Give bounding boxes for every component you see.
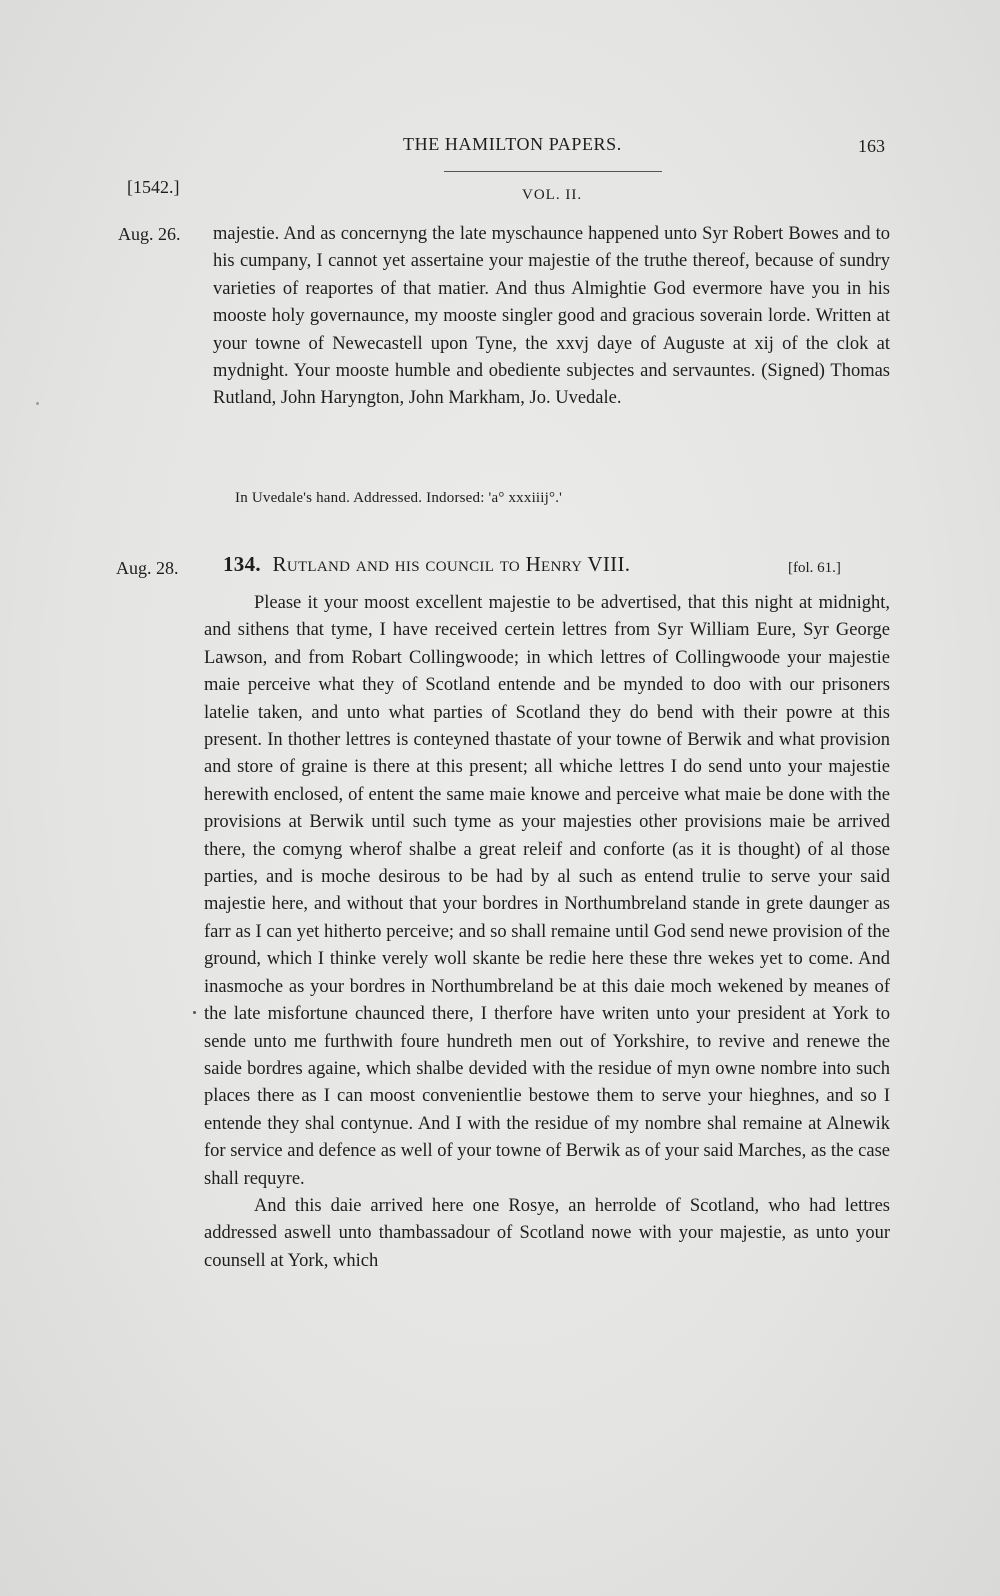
running-title: THE HAMILTON PAPERS. <box>403 134 622 154</box>
body-paragraph: And this daie arrived here one Rosye, an herrolde of Scotland, who had lettres addressed aswell unto thambassadour of Scotland nowe with your majestie, as unto your counsell at York, which <box>204 1195 890 1271</box>
folio-reference: [fol. 61.] <box>788 560 841 576</box>
document-title: Rutland and his council to Henry VIII. <box>272 552 631 576</box>
body-paragraph: majestie. And as concernyng the late myschaunce happened unto Syr Robert Bowes and to his cumpany, I cannot yet assertaine your majestie of the truthe thereof, because of sundry varieties of reaportes of that matier. And thus Almightie God evermore have you in his mooste holy governaunce, my mooste singler good and gracious soverain lorde. Written at your towne of Newecastell upon Tyne, the xxvj daye of Auguste at xij of the clok at mydnight. Your mooste humble and obediente subjectes and servauntes. (Signed) Thomas Rutland, John Haryngton, John Markham, Jo. Uvedale. <box>213 224 890 409</box>
page-number: 163 <box>858 136 885 156</box>
entry-date: Aug. 26. <box>118 224 181 244</box>
scan-speck <box>193 1011 196 1014</box>
letter-body <box>204 590 890 1275</box>
volume-label: VOL. II. <box>522 187 583 203</box>
year-tag: [1542.] <box>127 177 180 197</box>
document-heading <box>223 552 630 577</box>
endorsement-note <box>235 490 562 507</box>
document-number: 134. <box>223 552 261 576</box>
entry-date: Aug. 28. <box>116 558 179 578</box>
entry-body <box>213 221 890 413</box>
endorsement-text: In Uvedale's hand. Addressed. Indorsed: 'a° xxxiiij°.' <box>235 490 563 506</box>
header-rule <box>444 171 662 172</box>
scan-speck <box>36 402 39 405</box>
body-paragraph: Please it your moost excellent majestie to be advertised, that this night at midnight, and sithens that tyme, I have received certein lettres from Syr William Eure, Syr George Lawson, and from Robart Collingwoode; in which lettres of Collingwoode your majestie maie perceive what they of Scotland entende and be mynded to doo with our prisoners latelie taken, and unto what parties of Scotland they do bend with their powre at this present. In thother lettres is conteyned thastate of your towne of Berwik and what provision and store of graine is there at this present; all whiche lettres I do send unto your majestie herewith enclosed, of entent the same maie knowe and perceive what maie be done with the provisions at Berwik until such tyme as your majesties other provisions maie be arrived there, the comyng wherof shalbe a great releif and conforte (as it is thought) of al those parties, and is moche desirous to be had by al such as entend trulie to serve your said majestie here, and without that your bordres in Northumbreland stande in grete daunger as farr as I can yet hitherto perceive; and so shall remaine until God send newe provision of the ground, which I thinke verely woll skante be redie here these thre wekes yet to come. And inasmoche as your bordres in Northumbreland be at this daie moch wekened by meanes of the late misfortune chaunced there, I therfore have writen unto your president at York to sende unto me furthwith foure hundreth men out of Yorkshire, to revive and renewe the saide bordres againe, which shalbe devided with the residue of myn owne nombre into such places there as I can moost convenientlie bestowe them to serve your hieghnes, and so I entende they shal contynue. And I with the residue of my nombre shal remaine at Alnewik for service and defence as well of your towne of Berwik as of your said Marches, as the case shall requyre. <box>204 593 890 1189</box>
